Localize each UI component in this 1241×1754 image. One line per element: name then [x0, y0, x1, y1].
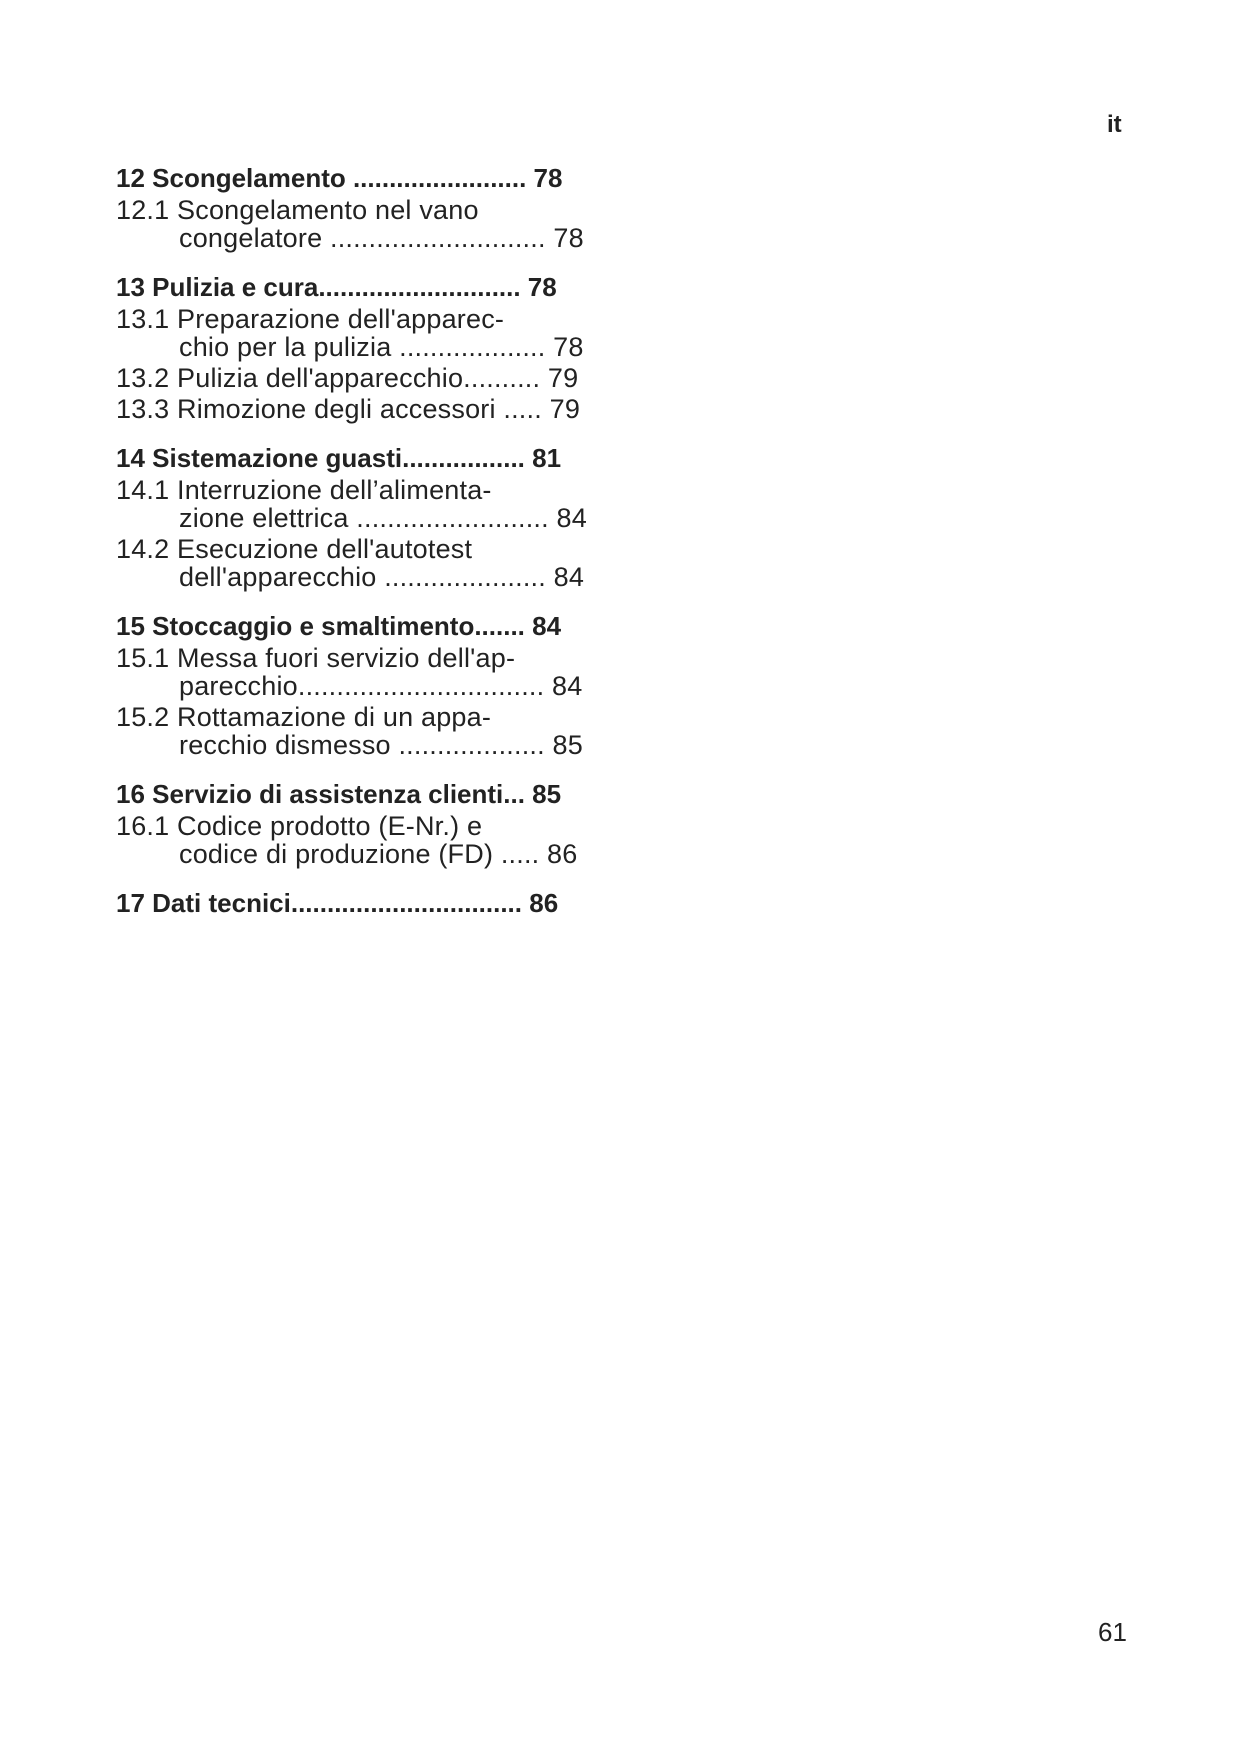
- toc-chapter-12: [116, 163, 616, 252]
- toc-entry[interactable]: [116, 476, 616, 532]
- toc-entry-continuation: codice di produzione (FD) ..... 86: [179, 839, 578, 869]
- toc-chapter-17: [116, 888, 616, 918]
- toc-entry[interactable]: [116, 364, 616, 392]
- page-number: 61: [1098, 1617, 1127, 1647]
- toc-chapter-title[interactable]: 16 Servizio di assistenza clienti... 85: [116, 779, 562, 809]
- toc-chapter-13: [116, 272, 616, 423]
- toc-entry-continuation: zione elettrica ......................... 84: [179, 503, 587, 533]
- toc-entry-line: 13.2 Pulizia dell'apparecchio.......... 79: [116, 363, 579, 393]
- toc-entry-line: 12.1 Scongelamento nel vano: [116, 195, 479, 225]
- toc-entry[interactable]: [116, 196, 616, 252]
- toc-entry[interactable]: [116, 395, 616, 423]
- toc-entry-continuation: recchio dismesso ................... 85: [179, 730, 583, 760]
- toc-entry-line: 16.1 Codice prodotto (E-Nr.) e: [116, 811, 483, 841]
- toc-entry[interactable]: [116, 305, 616, 361]
- table-of-contents: [116, 163, 616, 938]
- toc-entry[interactable]: [116, 644, 616, 700]
- toc-entry-continuation: congelatore ............................ 78: [179, 223, 584, 253]
- toc-entry-line: 13.3 Rimozione degli accessori ..... 79: [116, 394, 581, 424]
- toc-entry-line: 15.1 Messa fuori servizio dell'ap-: [116, 643, 516, 673]
- toc-chapter-title[interactable]: 15 Stoccaggio e smaltimento....... 84: [116, 611, 562, 641]
- toc-entry-line: 14.1 Interruzione dell’alimenta-: [116, 475, 492, 505]
- toc-entry-line: 13.1 Preparazione dell'apparec-: [116, 304, 505, 334]
- toc-chapter-title[interactable]: 17 Dati tecnici................................ 86: [116, 888, 559, 918]
- toc-chapter-title[interactable]: 14 Sistemazione guasti................. 81: [116, 443, 562, 473]
- toc-chapter-16: [116, 779, 616, 868]
- toc-chapter-15: [116, 611, 616, 759]
- toc-entry[interactable]: [116, 703, 616, 759]
- language-tag: it: [1107, 111, 1122, 138]
- toc-chapter-title[interactable]: 13 Pulizia e cura............................ 78: [116, 272, 557, 302]
- toc-entry-continuation: chio per la pulizia ................... 78: [179, 332, 584, 362]
- toc-entry-continuation: parecchio................................ 84: [179, 671, 583, 701]
- toc-chapter-14: [116, 443, 616, 591]
- toc-entry[interactable]: [116, 535, 616, 591]
- toc-entry[interactable]: [116, 812, 616, 868]
- toc-entry-continuation: dell'apparecchio ..................... 84: [179, 562, 585, 592]
- toc-entry-line: 15.2 Rottamazione di un appa-: [116, 702, 492, 732]
- toc-entry-line: 14.2 Esecuzione dell'autotest: [116, 534, 473, 564]
- toc-chapter-title[interactable]: 12 Scongelamento ........................ 78: [116, 163, 563, 193]
